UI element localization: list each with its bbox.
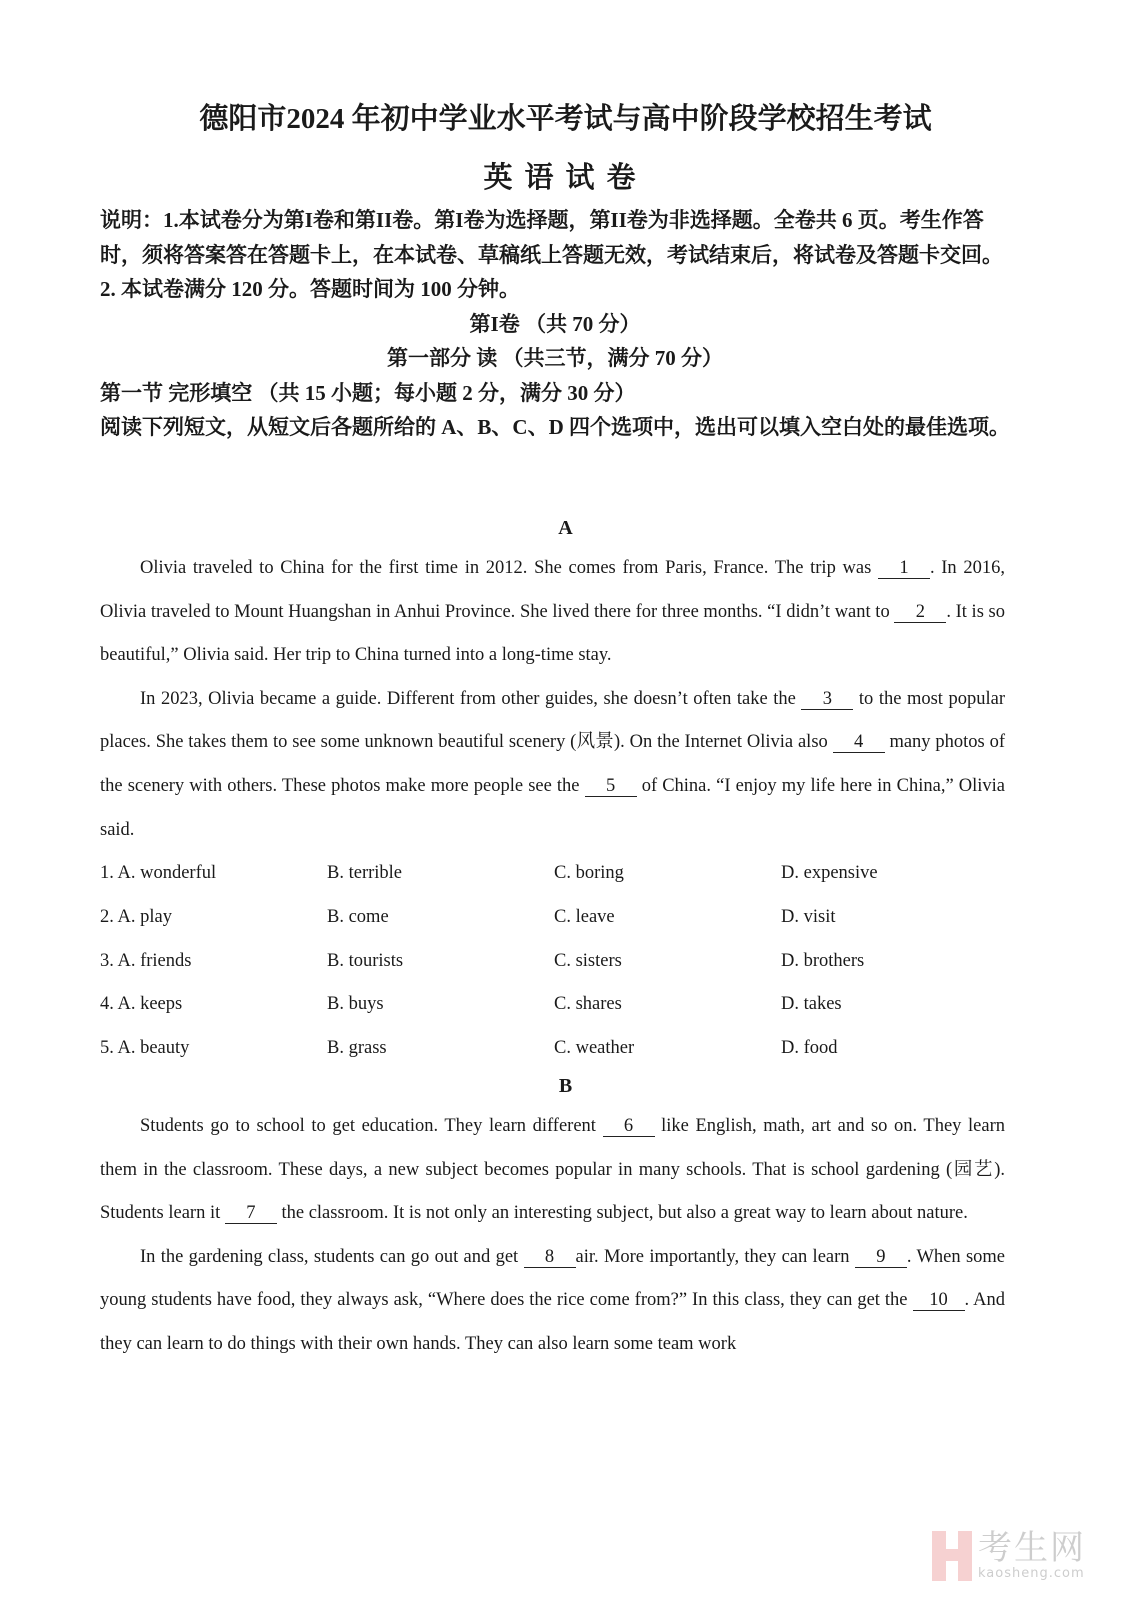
answer-blank: 10 bbox=[913, 1290, 965, 1311]
option-row bbox=[100, 939, 1010, 983]
option: C. weather bbox=[554, 1038, 635, 1059]
answer-blank: 3 bbox=[801, 689, 853, 710]
option: B. buys bbox=[327, 994, 384, 1015]
option: C. leave bbox=[554, 907, 615, 928]
watermark bbox=[932, 1530, 1086, 1581]
paragraph-text: air. More importantly, they can learn bbox=[575, 1246, 855, 1267]
passage-a-heading: A bbox=[558, 517, 573, 539]
paragraph bbox=[100, 1105, 1005, 1236]
option: C. shares bbox=[554, 994, 622, 1015]
note-1: 说明：1.本试卷分为第I卷和第II卷。第I卷为选择题，第II卷为非选择题。全卷共 6 页。考生作答时，须将答案答在答题卡上，在本试卷、草稿纸上答题无效，考试结束后，将试卷及答题卡交回。 bbox=[100, 208, 1003, 267]
answer-blank: 1 bbox=[878, 558, 930, 579]
passage-b-heading: B bbox=[558, 1075, 573, 1097]
option-row bbox=[100, 896, 1010, 940]
answer-blank: 7 bbox=[225, 1203, 277, 1224]
paragraph-text: many photos of the scenery with others. These photos make more people see the bbox=[100, 732, 1005, 796]
option: 2. A. play bbox=[100, 907, 172, 928]
answer-blank: 6 bbox=[603, 1116, 655, 1137]
paragraph bbox=[100, 547, 1005, 678]
volume-heading: 第I卷 （共 70 分） bbox=[469, 311, 641, 336]
passage-a bbox=[100, 547, 1005, 852]
option: D. expensive bbox=[781, 863, 878, 884]
paragraph-text: like English, math, art and so on. They learn them in the classroom. These days, a new subject becomes popular in many schools. That is school gardening (园艺). Students learn it bbox=[100, 1116, 1005, 1224]
watermark-logo-icon bbox=[932, 1531, 972, 1581]
part-heading: 第一部分 读 （共三节，满分 70 分） bbox=[387, 346, 723, 370]
paragraph-text: the classroom. It is not only an interesting subject, but also a great way to learn about nature. bbox=[276, 1203, 968, 1224]
answer-blank: 2 bbox=[894, 602, 946, 623]
paragraph-text: In 2023, Olivia became a guide. Different from other guides, she doesn’t often take the bbox=[140, 688, 802, 709]
option: B. grass bbox=[327, 1038, 387, 1059]
option-row bbox=[100, 983, 1010, 1027]
paragraph-text: In the gardening class, students can go out and get bbox=[140, 1246, 524, 1267]
paragraph-text: of China. “I enjoy my life here in China,” Olivia said. bbox=[100, 775, 1005, 840]
option: D. visit bbox=[781, 907, 836, 928]
option: 4. A. keeps bbox=[100, 994, 183, 1015]
option: B. come bbox=[327, 907, 389, 928]
answer-blank: 8 bbox=[524, 1247, 576, 1268]
watermark-en: kaosheng.com bbox=[978, 1566, 1085, 1581]
passage-b bbox=[100, 1105, 1005, 1367]
option: D. takes bbox=[781, 994, 842, 1015]
option-row bbox=[100, 852, 1010, 896]
paragraph-text: Students go to school to get education. They learn different bbox=[140, 1116, 603, 1136]
option: D. brothers bbox=[781, 950, 865, 971]
paragraph-text: . And they can learn to do things with their own hands. They can also learn some team work bbox=[100, 1290, 1005, 1354]
option-row bbox=[100, 1027, 1010, 1071]
paragraph-text: . In 2016, Olivia traveled to Mount Huangshan in Anhui Province. She lived there for three months. “I didn’t want to bbox=[100, 558, 1005, 622]
option: B. tourists bbox=[327, 950, 404, 971]
watermark-cn: 考生网 bbox=[978, 1528, 1086, 1568]
option: 1. A. wonderful bbox=[100, 863, 217, 884]
answer-blank: 5 bbox=[585, 776, 637, 797]
option: B. terrible bbox=[327, 863, 403, 884]
option: C. sisters bbox=[554, 950, 622, 971]
exam-title: 德阳市2024 年初中学业水平考试与高中阶段学校招生考试 bbox=[199, 103, 932, 135]
instruction: 阅读下列短文，从短文后各题所给的 A、B、C、D 四个选项中，选出可以填入空白处的最佳选项。 bbox=[100, 415, 1010, 439]
answer-blank: 9 bbox=[855, 1247, 907, 1268]
option: D. food bbox=[781, 1038, 838, 1059]
option: C. boring bbox=[554, 863, 624, 884]
answer-blank: 4 bbox=[833, 732, 885, 753]
note-2: 2. 本试卷满分 120 分。答题时间为 100 分钟。 bbox=[100, 277, 520, 301]
passage-a-options bbox=[100, 852, 1010, 1070]
paragraph bbox=[100, 678, 1005, 852]
option: 3. A. friends bbox=[100, 950, 192, 971]
option: 5. A. beauty bbox=[100, 1038, 190, 1059]
exam-subtitle: 英语试卷 bbox=[483, 162, 648, 194]
exam-notes bbox=[100, 203, 1010, 445]
paragraph-text: . When some young students have food, they always ask, “Where does the rice come from?” In this class, they can get the bbox=[100, 1246, 1006, 1311]
section-heading: 第一节 完形填空 （共 15 小题；每小题 2 分，满分 30 分） bbox=[100, 380, 636, 405]
paragraph-text: Olivia traveled to China for the first time in 2012. She comes from Paris, France. The trip was bbox=[140, 558, 878, 578]
paragraph bbox=[100, 1236, 1005, 1367]
paragraph-text: . It is so beautiful,” Olivia said. Her trip to China turned into a long-time stay. bbox=[100, 601, 1005, 666]
paragraph-text: to the most popular places. She takes them to see some unknown beautiful scenery (风景). On the Internet Olivia also bbox=[100, 688, 1005, 753]
